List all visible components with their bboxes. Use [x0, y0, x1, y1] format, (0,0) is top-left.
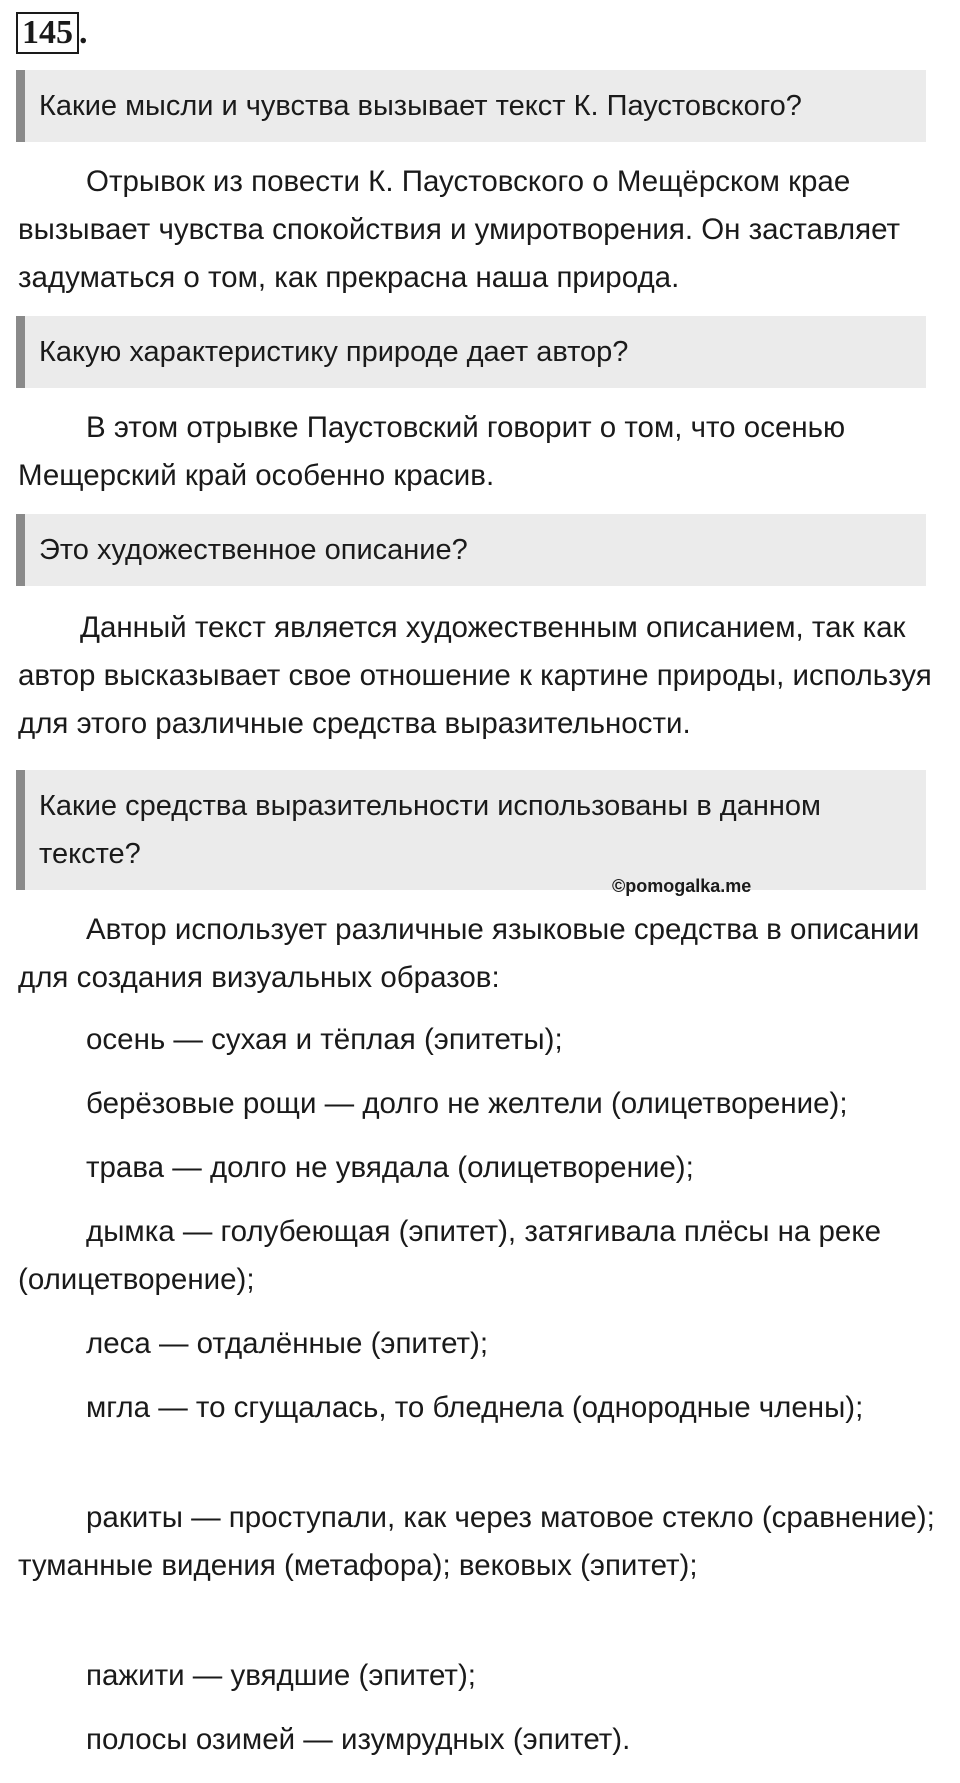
question-3: Это художественное описание?	[16, 514, 926, 586]
example-item: осень — сухая и тёплая (эпитеты);	[86, 1023, 563, 1056]
watermark: ©pomogalka.me	[612, 876, 752, 896]
question-2: Какую характеристику природе дает автор?	[16, 316, 926, 388]
example-item: трава — долго не увядала (олицетворение);	[86, 1151, 694, 1184]
example-item: пажити — увядшие (эпитет);	[86, 1659, 476, 1692]
answer-4: Автор использует различные языковые средства в описании для создания визуальных образов:	[18, 913, 920, 994]
question-4: Какие средства выразительности использованы в данном тексте?	[16, 770, 926, 890]
example-item: полосы озимей — изумрудных (эпитет).	[86, 1723, 631, 1756]
task-number	[16, 12, 88, 54]
answer-1: Отрывок из повести К. Паустовского о Мещёрском крае вызывает чувства спокойствия и умиротворения. Он заставляет задуматься о том, как прекрасна наша природа.	[18, 165, 901, 294]
task-number-box: 145	[16, 12, 79, 54]
task-number-suffix: .	[79, 14, 88, 51]
example-item: леса — отдалённые (эпитет);	[86, 1327, 489, 1360]
answer-2: В этом отрывке Паустовский говорит о том, что осенью Мещерский край особенно красив.	[18, 411, 846, 492]
example-item: мгла — то сгущалась, то бледнела (однородные члены);	[86, 1391, 864, 1424]
answer-3: Данный текст является художественным описанием, так как автор высказывает свое отношение к картине природы, используя для этого различные средства выразительности.	[18, 611, 932, 740]
example-item: дымка — голубеющая (эпитет), затягивала плёсы на реке (олицетворение);	[18, 1215, 881, 1296]
example-item: берёзовые рощи — долго не желтели (олицетворение);	[86, 1087, 848, 1120]
question-1: Какие мысли и чувства вызывает текст К. Паустовского?	[16, 70, 926, 142]
example-item: ракиты — проступали, как через матовое стекло (сравнение); туманные видения (метафора); вековых (эпитет);	[18, 1501, 935, 1582]
